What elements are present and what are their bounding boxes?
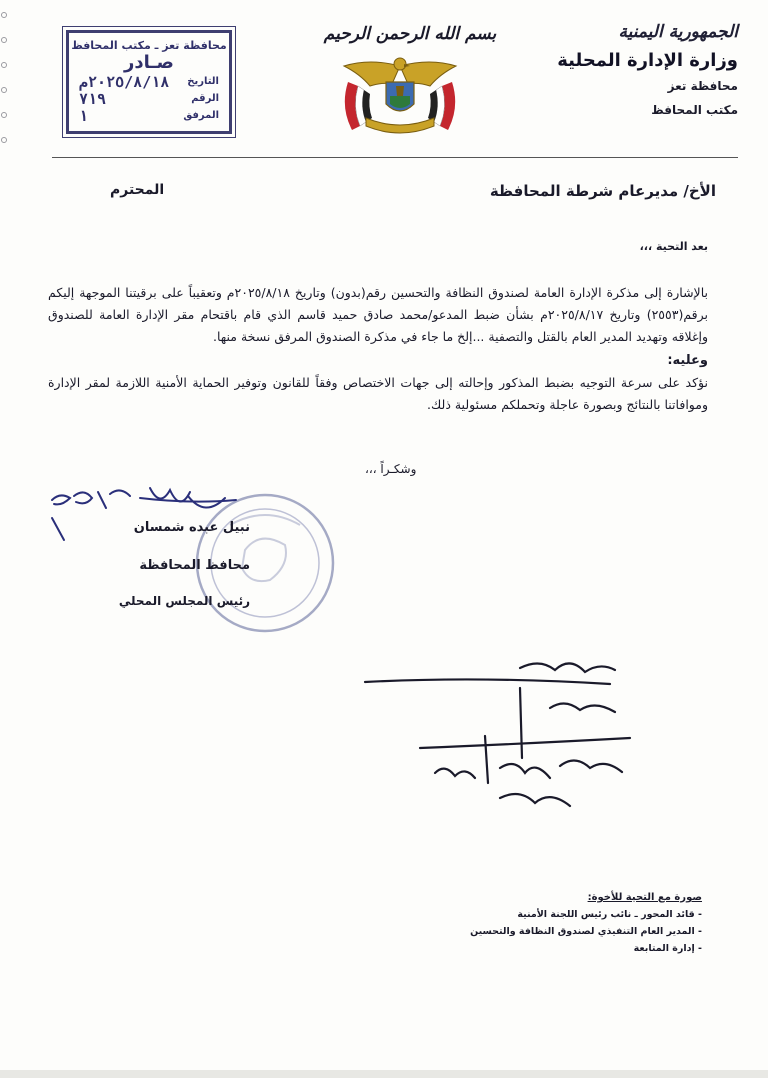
header-divider <box>52 157 738 158</box>
body-paragraph-2: نؤكد على سرعة التوجيه بضبط المذكور وإحالته إلى جهات الاختصاص وفقاً للقانون وتوفير الحماية الأمنية اللازمة لمقر الإدارة وموافاتنا بالنتائج وبصورة عاجلة وتحملكم مسئولية ذلك. <box>48 375 708 412</box>
stamp-attachments-value: ١ <box>79 106 89 125</box>
stamp-number-label: الرقم <box>191 93 219 104</box>
stamp-attachments-label: المرفق <box>183 110 219 121</box>
addressee: الأخ/ مديرعام شرطة المحافظة <box>489 182 716 200</box>
scan-bottom-edge <box>0 1070 768 1078</box>
honorific: المحترم <box>110 182 165 198</box>
stamp-box-title: محافظة تعز ـ مكتب المحافظ <box>71 39 227 52</box>
signatory-role: رئيس المجلس المحلي <box>118 594 250 608</box>
office-name: مكتب المحافظ <box>651 103 738 117</box>
stamp-date-value: ٢٠٢٥/٨/١٨م <box>79 72 170 91</box>
governorate-name: محافظة تعز <box>667 79 738 93</box>
cc-block <box>342 892 702 960</box>
ministry-name: وزارة الإدارة المحلية <box>557 50 738 71</box>
ministry-header <box>548 22 738 117</box>
handwritten-note-icon <box>360 648 660 838</box>
cc-item: - إدارة المتابعة <box>342 943 702 954</box>
stamp-date-row <box>69 73 229 90</box>
country-name: الجمهورية اليمنية <box>618 22 738 42</box>
handwritten-signature-icon <box>40 478 240 548</box>
body-paragraph-1: بالإشارة إلى مذكرة الإدارة العامة لصندوق النظافة والتحسين رقم(بدون) وتاريخ ٢٠٢٥/٨/١٨م وتعقيباً على برقيتنا الموجهة إليكم برقم(٢٥٥٣) وتاريخ ٢٠٢٥/٨/١٧م بشأن ضبط المدعو/محمد صادق حميد قاسم الذي قام باقتحام مقر الإدارة العامة للصندوق وإغلاقه وتهديد المدير العام بالقتل والتصفية ...إلخ ما جاء في مذكرة الصندوق المرفق نسخة منها. <box>48 285 708 344</box>
binding-edge <box>0 0 10 170</box>
stamp-box-issued: صـادر <box>124 52 174 73</box>
signatory-title: محافظ المحافظة <box>139 558 250 573</box>
cc-title: صورة مع التحية للأخوة: <box>587 892 702 903</box>
cc-item: - المدير العام التنفيذي لصندوق النظافة والتحسين <box>342 926 702 937</box>
stamp-number-row <box>69 90 229 107</box>
closing-thanks: وشكـراً ،،، <box>365 462 417 476</box>
cc-item: - قائد المحور ـ نائب رئيس اللجنة الأمنية <box>342 909 702 920</box>
yemen-eagle-emblem-icon <box>330 52 470 142</box>
stamp-number-value: ٧١٩ <box>79 89 107 108</box>
stamp-date-label: التاريخ <box>187 76 219 87</box>
outgoing-stamp-box <box>66 30 232 134</box>
basmala: بسم الله الرحمن الرحيم <box>323 24 497 44</box>
stamp-attachments-row <box>69 107 229 124</box>
greeting: بعد التحية ،،، <box>639 240 708 253</box>
body-therefore: وعليه: <box>667 353 708 368</box>
signatory-name: نبيل عبده شمسان <box>133 520 250 535</box>
letter-body <box>48 282 708 416</box>
